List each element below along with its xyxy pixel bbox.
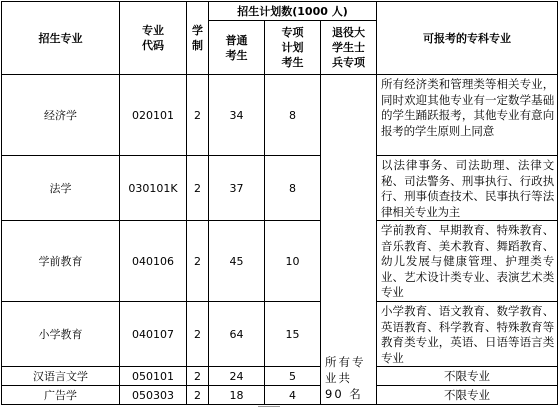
code-cell: 030101K	[120, 156, 187, 221]
table-row	[2, 156, 558, 221]
code-cell: 050303	[120, 386, 187, 405]
major-cell: 汉语言文学	[2, 367, 120, 386]
enrollment-plan-table	[1, 1, 558, 405]
major-cell: 广告学	[2, 386, 120, 405]
years-cell: 2	[187, 302, 209, 367]
eligible-majors-cell: 不限专业	[377, 367, 558, 386]
header-code: 专业代码	[120, 2, 187, 75]
retired-quota-cell: 所有专业共 90 名	[321, 75, 377, 405]
years-cell: 2	[187, 367, 209, 386]
header-retired: 退役大学生士兵专项	[321, 21, 377, 75]
eligible-majors-cell: 以法律事务、司法助理、法律文秘、司法警务、刑事执行、行政执行、刑事侦查技术、民事执行等法律相关专业为主	[377, 156, 558, 221]
eligible-majors-cell: 小学教育、语文教育、数学教育、英语教育、科学教育、特殊教育等教育类专业，英语、日语等语言类专业	[377, 302, 558, 367]
code-cell: 020101	[120, 75, 187, 156]
table-row	[2, 367, 558, 386]
years-cell: 2	[187, 75, 209, 156]
table-row	[2, 221, 558, 302]
major-cell: 小学教育	[2, 302, 120, 367]
regular-count-cell: 45	[209, 221, 265, 302]
regular-count-cell: 24	[209, 367, 265, 386]
header-major: 招生专业	[2, 2, 120, 75]
eligible-majors-cell: 学前教育、早期教育、特殊教育、音乐教育、美术教育、舞蹈教育、幼儿发展与健康管理、护理类专业、艺术设计类专业、表演艺术类专业	[377, 221, 558, 302]
regular-count-cell: 18	[209, 386, 265, 405]
header-regular: 普通考生	[209, 21, 265, 75]
header-special: 专项计划考生	[265, 21, 321, 75]
major-cell: 经济学	[2, 75, 120, 156]
special-count-cell: 8	[265, 156, 321, 221]
special-count-cell: 15	[265, 302, 321, 367]
special-count-cell: 5	[265, 367, 321, 386]
special-count-cell: 8	[265, 75, 321, 156]
header-years: 学制	[187, 2, 209, 75]
header-eligible: 可报考的专科专业	[377, 2, 558, 75]
major-cell: 学前教育	[2, 221, 120, 302]
table-row	[2, 386, 558, 405]
regular-count-cell: 34	[209, 75, 265, 156]
major-cell: 法学	[2, 156, 120, 221]
table-row	[2, 302, 558, 367]
years-cell: 2	[187, 221, 209, 302]
code-cell: 040107	[120, 302, 187, 367]
code-cell: 040106	[120, 221, 187, 302]
eligible-majors-cell: 所有经济类和管理类等相关专业，同时欢迎其他专业有一定数学基础的学生踊跃报考，其他专业有意向报考的学生原则上同意	[377, 75, 558, 156]
table-row	[2, 75, 558, 156]
years-cell: 2	[187, 386, 209, 405]
special-count-cell: 4	[265, 386, 321, 405]
years-cell: 2	[187, 156, 209, 221]
regular-count-cell: 64	[209, 302, 265, 367]
code-cell: 050101	[120, 367, 187, 386]
special-count-cell: 10	[265, 221, 321, 302]
header-plan-group: 招生计划数(1000 人)	[209, 2, 377, 21]
regular-count-cell: 37	[209, 156, 265, 221]
eligible-majors-cell: 不限专业	[377, 386, 558, 405]
page-edge-mark	[258, 406, 280, 410]
